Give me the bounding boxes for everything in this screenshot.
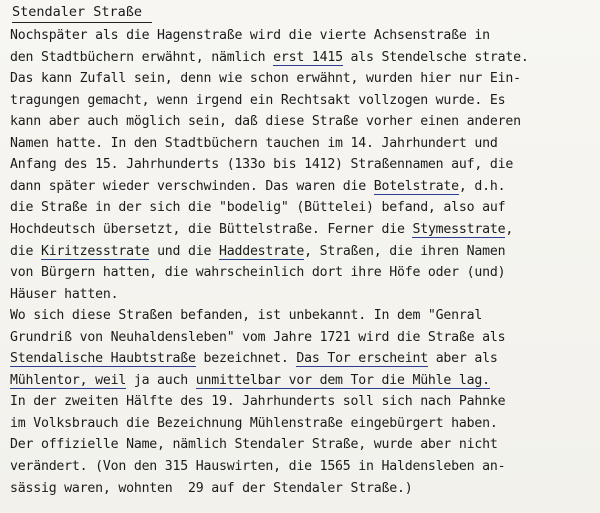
text-segment: und die	[149, 243, 219, 259]
text-line	[10, 286, 118, 304]
title-underline	[12, 22, 152, 23]
text-line	[10, 49, 529, 67]
text-line	[10, 415, 498, 433]
text-line	[10, 113, 521, 131]
underlined-phrase: Botelstrate	[373, 178, 459, 194]
document-title: Stendaler Straße	[12, 4, 143, 20]
text-segment: Häuser hatten.	[10, 286, 119, 302]
text-line	[10, 199, 505, 217]
text-line	[10, 480, 412, 498]
text-segment: kann aber auch möglich sein, daß diese Straße vorher einen anderen	[10, 114, 521, 130]
underlined-phrase: Stendalische Haubtstraße	[10, 351, 196, 367]
underlined-phrase: Haddestrate	[218, 243, 305, 259]
text-segment: von Bürgern hatten, die wahrscheinlich dort ihre Höfe oder (und)	[10, 265, 506, 281]
text-line	[10, 221, 513, 239]
underlined-phrase: Mühlentor, weil	[10, 372, 127, 388]
underlined-phrase: erst 1415	[273, 49, 343, 65]
text-line	[10, 372, 490, 390]
text-segment: Der offizielle Name, nämlich Stendaler Straße, wurde aber nicht	[10, 437, 498, 453]
text-segment: Hochdeutsch übersetzt, die Büttelstraße. Ferner die	[10, 221, 413, 237]
text-line	[10, 458, 505, 476]
text-segment: , Straßen, die ihren Namen	[304, 243, 506, 259]
text-segment: bezeichnet.	[195, 351, 297, 367]
text-segment: Nochspäter als die Hagenstraße wird die vierte Achsenstraße in	[10, 28, 490, 43]
text-line	[10, 27, 490, 45]
text-segment: als Stendelsche strate.	[342, 49, 529, 65]
text-segment: ja auch	[126, 372, 196, 388]
text-line	[10, 92, 505, 110]
underlined-phrase: Stymesstrate	[412, 221, 506, 237]
text-segment: verändert. (Von den 315 Hauswirten, die 1565 in Haldensleben an-	[10, 459, 506, 474]
text-segment: im Volksbrauch die Bezeichnung Mühlenstraße eingebürgert haben.	[10, 415, 498, 431]
text-segment: Das kann Zufall sein, denn wie schon erwähnt, wurden hier nur Ein-	[10, 71, 521, 87]
text-segment: aber als	[427, 351, 498, 367]
text-segment: Anfang des 15. Jahrhunderts (133o bis 1412) Straßennamen auf, die	[10, 157, 514, 173]
text-line	[10, 350, 498, 368]
text-segment: Namen hatte. In den Stadtbüchern tauchen im 14. Jahrhundert und	[10, 135, 498, 151]
text-segment: sässig waren, wohnten 29 auf der Stendaler Straße.)	[10, 480, 413, 496]
text-segment: Wo sich diese Straßen befanden, ist unbekannt. In dem "Genral	[10, 308, 483, 324]
text-segment: die	[10, 243, 41, 259]
text-segment: Grundriß von Neuhaldensleben" vom Jahre 1721 wird die Straße als	[10, 329, 506, 345]
text-segment: den Stadtbüchern erwähnt, nämlich	[10, 49, 274, 65]
text-line	[10, 156, 513, 174]
text-line	[10, 243, 505, 261]
text-line	[10, 329, 505, 347]
text-line	[10, 393, 505, 411]
text-line	[10, 70, 521, 88]
text-segment: tragungen gemacht, wenn irgend ein Rechtsakt vollzogen wurde. Es	[10, 92, 506, 108]
text-segment: ,	[505, 221, 514, 237]
text-line	[10, 135, 498, 153]
underlined-phrase: Das Tor erscheint	[296, 351, 428, 367]
text-segment: , d.h.	[458, 178, 506, 194]
text-segment: In der zweiten Hälfte des 19. Jahrhunderts soll sich nach Pahnke	[10, 394, 506, 410]
text-segment: dann später wieder verschwinden. Das waren die	[10, 178, 374, 194]
text-line	[10, 178, 505, 196]
underlined-phrase: unmittelbar vor dem Tor die Mühle lag.	[195, 372, 490, 388]
text-line	[10, 436, 498, 454]
text-line	[10, 264, 505, 282]
underlined-phrase: Kiritzesstrate	[40, 243, 150, 259]
text-line	[10, 307, 482, 325]
text-segment: die Straße in der sich die "bodelig" (Büttelei) befand, also auf	[10, 200, 506, 216]
